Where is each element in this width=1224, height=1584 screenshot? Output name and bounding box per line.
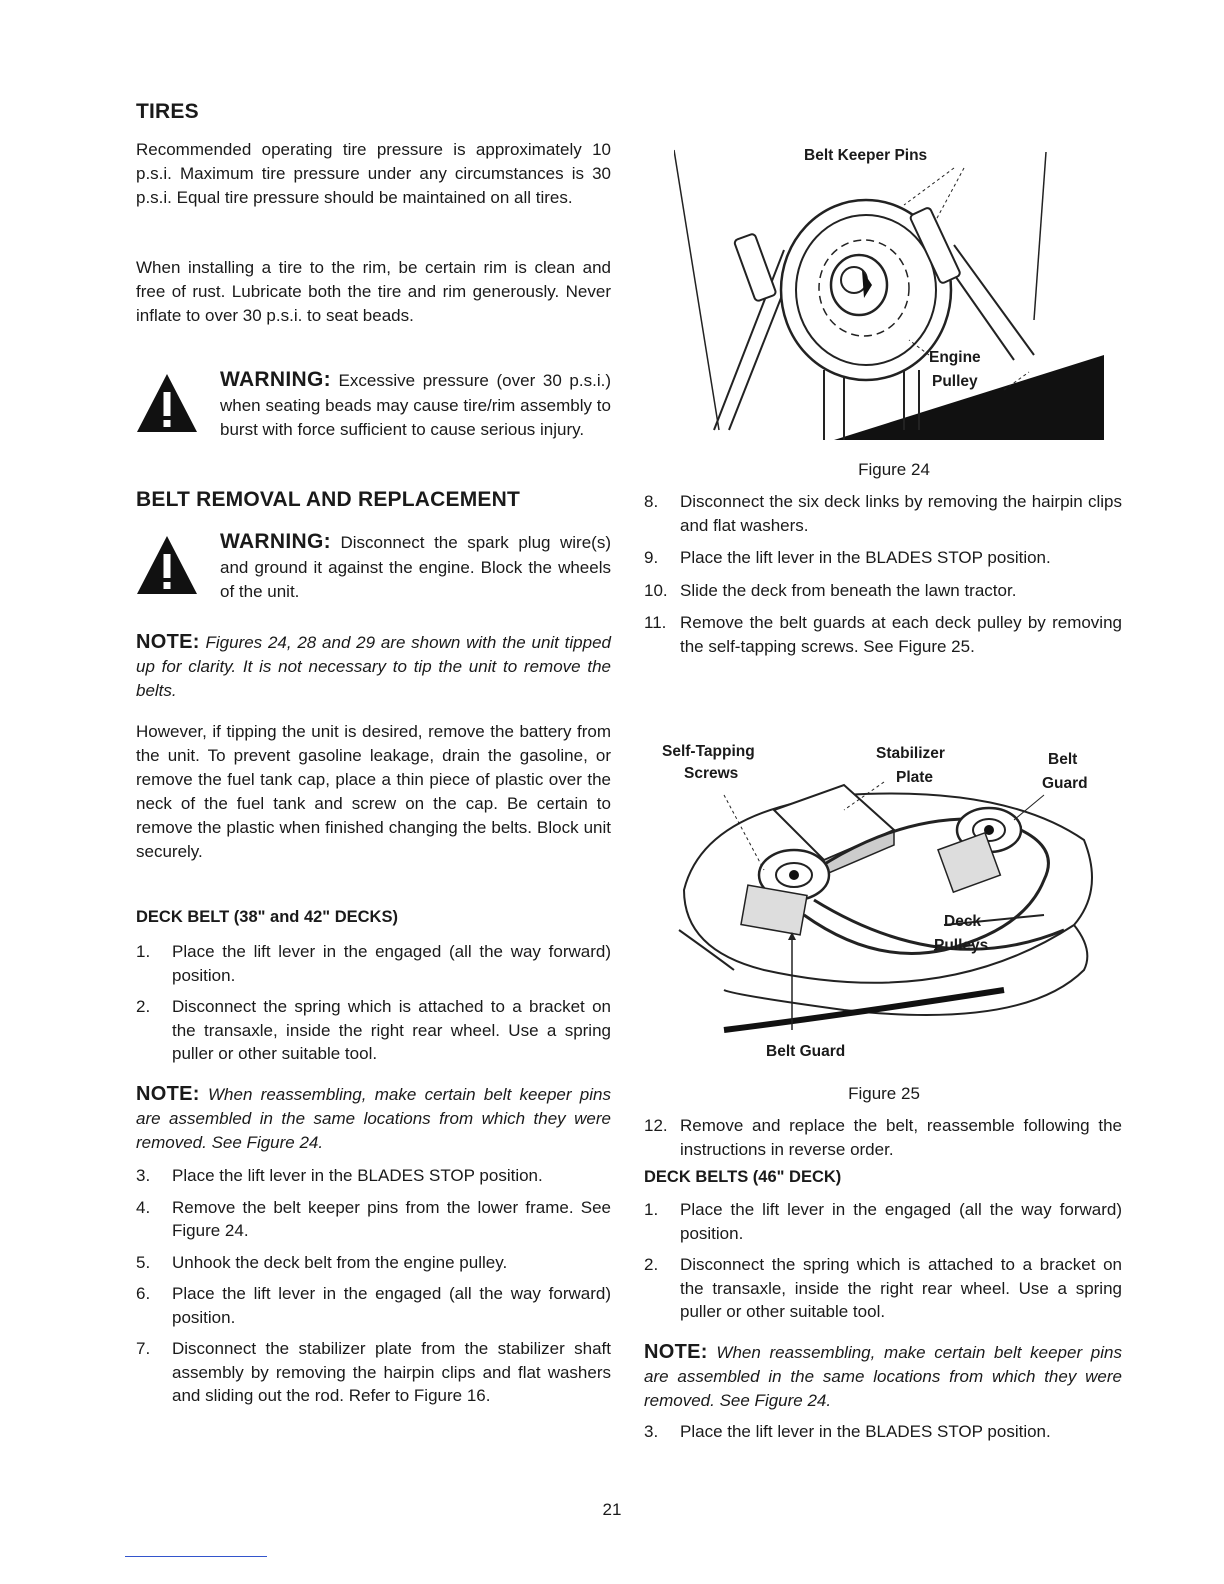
label-pulley: Pulley (932, 373, 978, 390)
list-item: 2. Disconnect the spring which is attached to a bracket on the transaxle, inside the right rear wheel. Use a spring puller or other suitable tool. (136, 997, 611, 1063)
warning-label: WARNING: (220, 368, 331, 391)
label-self-tapping: Self-Tapping (662, 743, 755, 760)
warning-body: Excessive pressure (over 30 p.s.i.) when seating beads may cause tire/rim assembly to burst with force sufficient to cause serious injury. (220, 371, 611, 439)
warning-label: WARNING: (220, 530, 331, 553)
note-body: When reassembling, make certain belt keeper pins are assembled in the same locations from which they were removed. See Figure 24. (644, 1343, 1122, 1410)
warning-body: Disconnect the spark plug wire(s) and ground it against the engine. Block the wheels of the unit. (220, 533, 611, 601)
deck38-heading: DECK BELT (38" and 42" DECKS) (136, 908, 398, 926)
belt-note (136, 630, 611, 703)
page-number: 21 (602, 1500, 622, 1519)
deck46-steps-a (644, 1198, 1122, 1324)
deck46-steps-b (644, 1420, 1122, 1444)
label-engine: Engine (929, 349, 981, 366)
list-item: 7. Disconnect the stabilizer plate from the stabilizer shaft assembly by removing the hairpin clips and flat washers and sliding out the rod. Refer to Figure 16. (136, 1339, 611, 1405)
figure-24-caption: Figure 24 (858, 460, 930, 479)
list-item: 3. Place the lift lever in the BLADES STOP position. (644, 1422, 1051, 1441)
list-item: 1. Place the lift lever in the engaged (all the way forward) position. (644, 1200, 1122, 1243)
warning-triangle-icon (136, 534, 198, 596)
note-body: Figures 24, 28 and 29 are shown with the unit tipped up for clarity. It is not necessary to tip the unit to remove the belts. (136, 633, 611, 700)
tires-warning (136, 368, 611, 468)
deck46-note (644, 1340, 1122, 1413)
figure-24 (674, 140, 1104, 460)
figure-25-caption: Figure 25 (848, 1084, 920, 1103)
label-screws: Screws (684, 765, 739, 782)
note-label: NOTE: (136, 631, 200, 653)
list-item: 4. Remove the belt keeper pins from the lower frame. See Figure 24. (136, 1197, 611, 1240)
note-label: NOTE: (136, 1083, 200, 1105)
list-item: 3. Place the lift lever in the BLADES STOP position. (136, 1166, 543, 1185)
list-item: 5. Unhook the deck belt from the engine pulley. (136, 1252, 508, 1272)
tires-heading: TIRES (136, 100, 199, 123)
deck38-steps-d (644, 1114, 1122, 1161)
deck38-steps-b (136, 1164, 611, 1408)
label-deck: Deck (944, 913, 982, 930)
list-item: 11. Remove the belt guards at each deck pulley by removing the self-tapping screws. See Figure 25. (644, 613, 1122, 656)
note-label: NOTE: (644, 1341, 708, 1363)
deck38-steps-a (136, 940, 611, 1066)
deck38-steps-c (644, 490, 1122, 658)
tires-para-2: When installing a tire to the rim, be certain rim is clean and free of rust. Lubricate both the tire and rim generously. Never inflate to over 30 p.s.i. to seat beads. (136, 258, 611, 325)
belt-warning-text (220, 530, 611, 605)
label-pulleys: Pulleys (934, 937, 989, 954)
list-item: 8. Disconnect the six deck links by removing the hairpin clips and flat washers. (644, 492, 1122, 535)
deck38-note (136, 1082, 611, 1155)
label-belt-keeper-pins: Belt Keeper Pins (804, 147, 928, 164)
tires-warning-text (220, 368, 611, 443)
tires-para-1: Recommended operating tire pressure is approximately 10 p.s.i. Maximum tire pressure under any circumstances is 30 p.s.i. Equal tire pressure should be maintained on all tires. (136, 140, 611, 207)
deck46-heading: DECK BELTS (46" DECK) (644, 1168, 842, 1186)
list-item: 1. Place the lift lever in the engaged (all the way forward) position. (136, 942, 611, 985)
footer-rule (125, 1556, 267, 1557)
figure-25 (644, 740, 1122, 1070)
list-item: 6. Place the lift lever in the engaged (all the way forward) position. (136, 1284, 611, 1327)
list-item: 2. Disconnect the spring which is attached to a bracket on the transaxle, inside the right rear wheel. Use a spring puller or other suitable tool. (644, 1255, 1122, 1321)
belt-heading: BELT REMOVAL AND REPLACEMENT (136, 488, 520, 511)
label-guard: Guard (1042, 775, 1088, 792)
label-belt: Belt (1048, 751, 1078, 768)
note-body: When reassembling, make certain belt keeper pins are assembled in the same locations from which they were removed. See Figure 24. (136, 1085, 611, 1152)
belt-para: However, if tipping the unit is desired, remove the battery from the unit. To prevent gasoline leakage, drain the gasoline, or remove the fuel tank cap, place a thin piece of plastic over the neck of the fuel tank and screw on the cap. Be certain to remove the plastic when finished changing the belts. Block unit securely. (136, 722, 611, 861)
label-belt-guard: Belt Guard (766, 1043, 846, 1060)
belt-warning (136, 530, 611, 610)
label-plate: Plate (896, 769, 934, 786)
engine-pulley-illustration (674, 140, 1104, 460)
label-stabilizer: Stabilizer (876, 745, 945, 762)
list-item: 9. Place the lift lever in the BLADES STOP position. (644, 548, 1051, 567)
list-item: 10. Slide the deck from beneath the lawn tractor. (644, 580, 1017, 600)
list-item: 12. Remove and replace the belt, reassemble following the instructions in reverse order. (644, 1116, 1122, 1159)
warning-triangle-icon (136, 372, 198, 434)
